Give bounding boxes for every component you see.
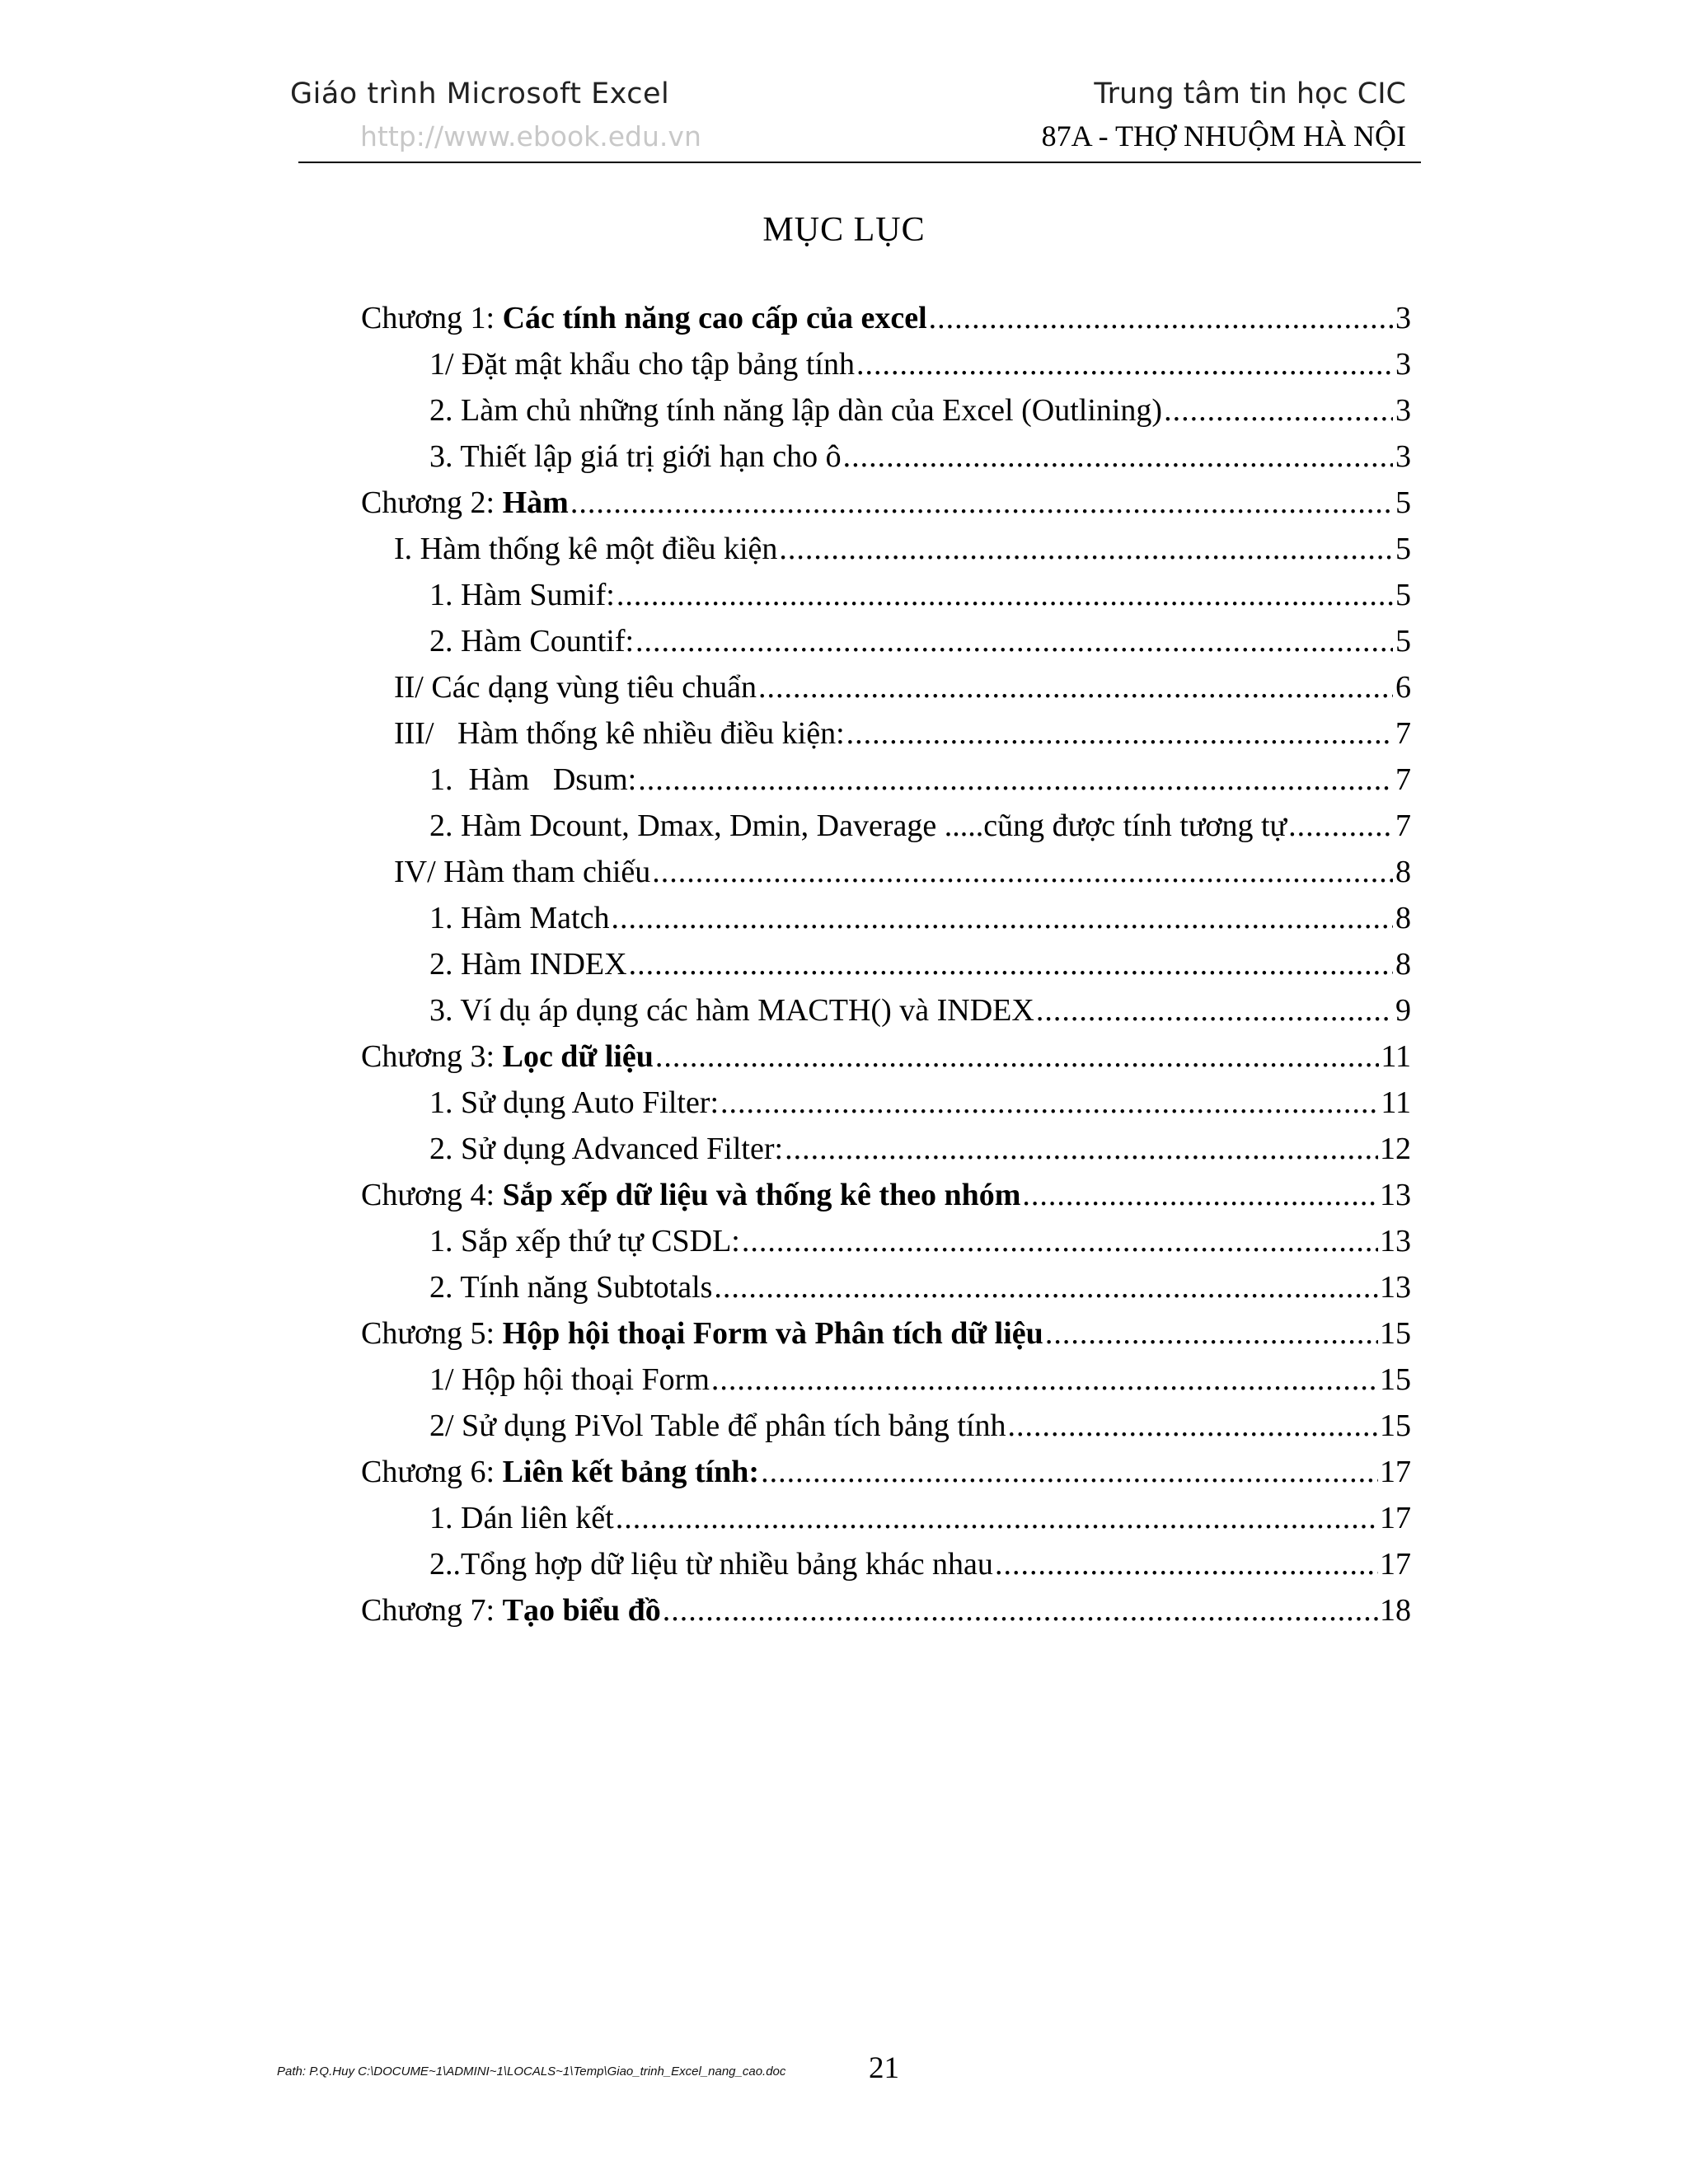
toc-page-number: 3: [1395, 347, 1411, 382]
toc-entry-label: III/ Hàm thống kê nhiều điều kiện:: [394, 716, 845, 751]
toc-page-number: 5: [1395, 532, 1411, 566]
toc-leader-dots: [1036, 987, 1393, 1033]
toc-leader-dots: [616, 1495, 1378, 1541]
toc-leader-dots: [785, 1126, 1378, 1172]
toc-leader-dots: [1164, 387, 1393, 434]
toc-leader-dots: [711, 1357, 1378, 1403]
toc-entry-label: [361, 1310, 1043, 1357]
toc-chapter-prefix: Chương 2:: [361, 485, 503, 520]
toc-entry-label: I. Hàm thống kê một điều kiện: [394, 532, 778, 566]
toc-entry-chapter-2: [361, 480, 1411, 526]
toc-entry: [361, 526, 1411, 572]
toc-entry-label: 2. Hàm Dcount, Dmax, Dmin, Daverage .....cũng được tính tương tự: [429, 808, 1287, 843]
toc-entry: [361, 1403, 1411, 1449]
toc-entry-label: [361, 1587, 661, 1633]
toc-page-number: 5: [1395, 578, 1411, 612]
toc-entry: [361, 1126, 1411, 1172]
toc-leader-dots: [995, 1541, 1378, 1587]
toc-chapter-prefix: Chương 5:: [361, 1316, 503, 1351]
toc-chapter-title: Các tính năng cao cấp của excel: [502, 301, 927, 335]
toc-page-number: 7: [1395, 808, 1411, 843]
toc-entry-label: 2. Tính năng Subtotals: [429, 1270, 713, 1305]
toc-entry: [361, 618, 1411, 664]
toc-entry-chapter-6: [361, 1449, 1411, 1495]
header-training-center: Trung tâm tin học CIC: [1094, 77, 1406, 110]
toc-chapter-prefix: Chương 3:: [361, 1039, 503, 1074]
toc-page-number: 5: [1395, 624, 1411, 658]
toc-entry-label: [361, 480, 569, 526]
toc-leader-dots: [617, 572, 1393, 618]
toc-title: MỤC LỤC: [762, 211, 926, 249]
toc-leader-dots: [846, 710, 1393, 757]
toc-entry: [361, 757, 1411, 803]
footer-page-number: 21: [869, 2051, 899, 2085]
toc-leader-dots: [761, 1449, 1378, 1495]
toc-page-number: 13: [1380, 1270, 1411, 1305]
toc-leader-dots: [742, 1218, 1378, 1264]
toc-page-number: 9: [1395, 993, 1411, 1028]
toc-entry: [361, 572, 1411, 618]
toc-entry: [361, 941, 1411, 987]
toc-page-number: 5: [1395, 485, 1411, 520]
toc-entry-chapter-4: [361, 1172, 1411, 1218]
toc-chapter-title: Tạo biểu đồ: [502, 1593, 661, 1628]
toc-entry-label: 2. Hàm Countif:: [429, 624, 635, 658]
toc-page-number: 17: [1380, 1547, 1411, 1582]
toc-entry: [361, 895, 1411, 941]
toc-entry: [361, 1357, 1411, 1403]
toc-chapter-title: Hộp hội thoại Form và Phân tích dữ liệu: [502, 1316, 1043, 1351]
toc-page-number: 11: [1381, 1085, 1411, 1120]
toc-leader-dots: [758, 664, 1393, 710]
toc-entry: [361, 1495, 1411, 1541]
toc-entry-label: 3. Ví dụ áp dụng các hàm MACTH() và INDEX: [429, 993, 1034, 1028]
toc-leader-dots: [663, 1587, 1378, 1633]
toc-chapter-title: Lọc dữ liệu: [502, 1039, 654, 1074]
toc-entry-label: 2..Tổng hợp dữ liệu từ nhiều bảng khác nhau: [429, 1547, 993, 1582]
toc-leader-dots: [655, 1033, 1380, 1080]
toc-entry-label: 3. Thiết lập giá trị giới hạn cho ô: [429, 439, 842, 474]
toc-entry-label: [361, 1033, 654, 1080]
toc-entry-label: 2. Hàm INDEX: [429, 947, 627, 982]
toc-leader-dots: [635, 618, 1393, 664]
toc-entry-chapter-1: [361, 295, 1411, 341]
toc-entry: [361, 1218, 1411, 1264]
toc-leader-dots: [714, 1264, 1378, 1310]
toc-entry: [361, 1264, 1411, 1310]
toc-entry-label: 1. Sử dụng Auto Filter:: [429, 1085, 720, 1120]
toc-page-number: 15: [1380, 1316, 1411, 1351]
toc-entry: [361, 1541, 1411, 1587]
toc-page-number: 17: [1380, 1501, 1411, 1535]
toc-page-number: 3: [1395, 301, 1411, 335]
toc-chapter-title: Hàm: [502, 485, 569, 520]
toc-entry-label: II/ Các dạng vùng tiêu chuẩn: [394, 670, 757, 705]
table-of-contents: [361, 295, 1411, 1633]
toc-entry: [361, 341, 1411, 387]
toc-leader-dots: [1045, 1310, 1378, 1357]
toc-page-number: 7: [1395, 716, 1411, 751]
toc-leader-dots: [652, 849, 1393, 895]
toc-leader-dots: [843, 434, 1393, 480]
footer-file-path: Path: P.Q.Huy C:\DOCUME~1\ADMINI~1\LOCALS~1\Temp\Giao_trinh_Excel_nang_cao.doc: [277, 2064, 786, 2079]
toc-leader-dots: [611, 895, 1393, 941]
toc-page-number: 13: [1380, 1224, 1411, 1258]
toc-page-number: 17: [1380, 1455, 1411, 1489]
toc-page-number: 18: [1380, 1593, 1411, 1628]
toc-entry-label: 2. Sử dụng Advanced Filter:: [429, 1132, 784, 1166]
header-course-title: Giáo trình Microsoft Excel: [290, 77, 670, 110]
toc-entry-label: 1/ Đặt mật khẩu cho tập bảng tính: [429, 347, 856, 382]
toc-page-number: 11: [1381, 1039, 1411, 1074]
toc-entry: [361, 710, 1411, 757]
toc-chapter-prefix: Chương 1:: [361, 301, 503, 335]
toc-entry: [361, 664, 1411, 710]
toc-entry-label: 1. Hàm Sumif:: [429, 578, 615, 612]
toc-leader-dots: [638, 757, 1393, 803]
toc-leader-dots: [1288, 803, 1393, 849]
header-address: 87A - THỢ NHUỘM HÀ NỘI: [1041, 120, 1406, 152]
toc-leader-dots: [856, 341, 1393, 387]
toc-entry-label: 1. Sắp xếp thứ tự CSDL:: [429, 1224, 740, 1258]
toc-chapter-prefix: Chương 6:: [361, 1455, 503, 1489]
toc-page-number: 8: [1395, 855, 1411, 889]
header-website-url: http://www.ebook.edu.vn: [360, 120, 701, 152]
toc-page-number: 3: [1395, 439, 1411, 474]
toc-entry-chapter-5: [361, 1310, 1411, 1357]
toc-entry-label: [361, 1172, 1020, 1218]
toc-chapter-title: Liên kết bảng tính:: [502, 1455, 760, 1489]
toc-leader-dots: [629, 941, 1393, 987]
toc-entry-label: 1. Hàm Dsum:: [429, 762, 637, 797]
toc-entry: [361, 434, 1411, 480]
toc-leader-dots: [779, 526, 1393, 572]
toc-entry-label: IV/ Hàm tham chiếu: [394, 855, 651, 889]
toc-page-number: 6: [1395, 670, 1411, 705]
toc-entry: [361, 387, 1411, 434]
toc-leader-dots: [1007, 1403, 1378, 1449]
toc-entry-label: 1. Hàm Match: [429, 901, 610, 935]
toc-page-number: 13: [1380, 1178, 1411, 1212]
toc-page-number: 15: [1380, 1362, 1411, 1397]
toc-page-number: 7: [1395, 762, 1411, 797]
toc-entry-label: [361, 295, 927, 341]
toc-entry: [361, 849, 1411, 895]
toc-entry-chapter-3: [361, 1033, 1411, 1080]
toc-entry-label: [361, 1449, 759, 1495]
toc-page-number: 12: [1380, 1132, 1411, 1166]
toc-leader-dots: [720, 1080, 1379, 1126]
toc-entry-label: 1/ Hộp hội thoại Form: [429, 1362, 710, 1397]
toc-chapter-title: Sắp xếp dữ liệu và thống kê theo nhóm: [502, 1178, 1021, 1212]
toc-entry: [361, 987, 1411, 1033]
toc-entry-chapter-7: [361, 1587, 1411, 1633]
toc-leader-dots: [929, 295, 1393, 341]
toc-leader-dots: [1022, 1172, 1378, 1218]
header-divider: [298, 162, 1421, 163]
toc-chapter-prefix: Chương 4:: [361, 1178, 503, 1212]
toc-chapter-prefix: Chương 7:: [361, 1593, 503, 1628]
toc-entry-label: 1. Dán liên kết: [429, 1501, 614, 1535]
toc-leader-dots: [570, 480, 1393, 526]
toc-entry: [361, 1080, 1411, 1126]
toc-entry-label: 2/ Sử dụng PiVol Table để phân tích bảng tính: [429, 1408, 1006, 1443]
toc-page-number: 15: [1380, 1408, 1411, 1443]
toc-page-number: 8: [1395, 901, 1411, 935]
toc-page-number: 8: [1395, 947, 1411, 982]
toc-page-number: 3: [1395, 393, 1411, 428]
toc-entry-label: 2. Làm chủ những tính năng lập dàn của Excel (Outlining): [429, 393, 1163, 428]
toc-entry: [361, 803, 1411, 849]
